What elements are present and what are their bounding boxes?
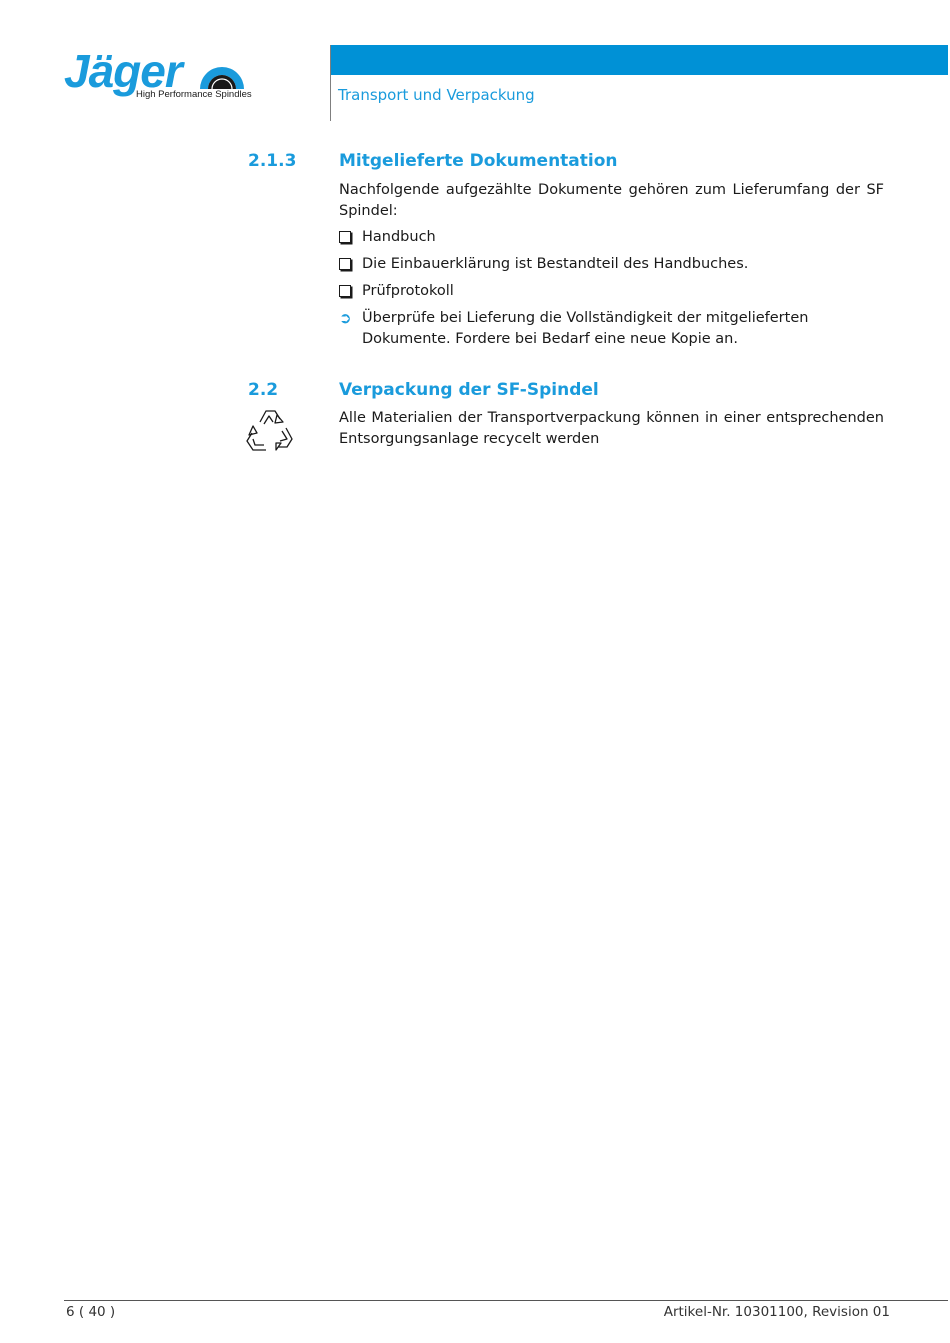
brand-name: Jäger bbox=[64, 45, 182, 97]
section-title: Mitgelieferte Dokumentation bbox=[339, 151, 618, 171]
section-number: 2.2 bbox=[248, 380, 279, 400]
checkbox-icon bbox=[339, 254, 355, 277]
chapter-title: Transport und Verpackung bbox=[338, 86, 535, 104]
section-title: Verpackung der SF-Spindel bbox=[339, 380, 599, 400]
list-item-text: Die Einbauerklärung ist Bestandteil des Handbuches. bbox=[362, 256, 749, 272]
checkbox-icon bbox=[339, 227, 355, 250]
brand-tagline: High Performance Spindles bbox=[136, 89, 252, 100]
section-intro: Nachfolgende aufgezählte Dokumente gehören zum Lieferumfang der SF Spindel: bbox=[339, 182, 884, 219]
recycle-icon bbox=[244, 406, 294, 454]
section-text: Alle Materialien der Transportverpackung können in einer entsprechenden Entsorgungsanlage recycelt werden bbox=[339, 410, 884, 447]
brand-logo bbox=[64, 45, 252, 108]
list-item-text: Handbuch bbox=[362, 229, 436, 245]
instruction-text: Überprüfe bei Lieferung die Vollständigkeit der mitgelieferten Dokumente. Fordere bei Bedarf eine neue Kopie an. bbox=[362, 310, 809, 347]
page-number: 6 ( 40 ) bbox=[66, 1304, 116, 1320]
arrow-right-icon: ➲ bbox=[339, 309, 352, 327]
header-bar bbox=[331, 45, 948, 75]
list-item-text: Prüfprotokoll bbox=[362, 283, 454, 299]
checkbox-icon bbox=[339, 281, 355, 304]
article-number: Artikel-Nr. 10301100, Revision 01 bbox=[663, 1304, 890, 1320]
logo-dome-icon bbox=[198, 62, 246, 90]
footer-divider bbox=[64, 1300, 948, 1301]
section-number: 2.1.3 bbox=[248, 151, 297, 171]
